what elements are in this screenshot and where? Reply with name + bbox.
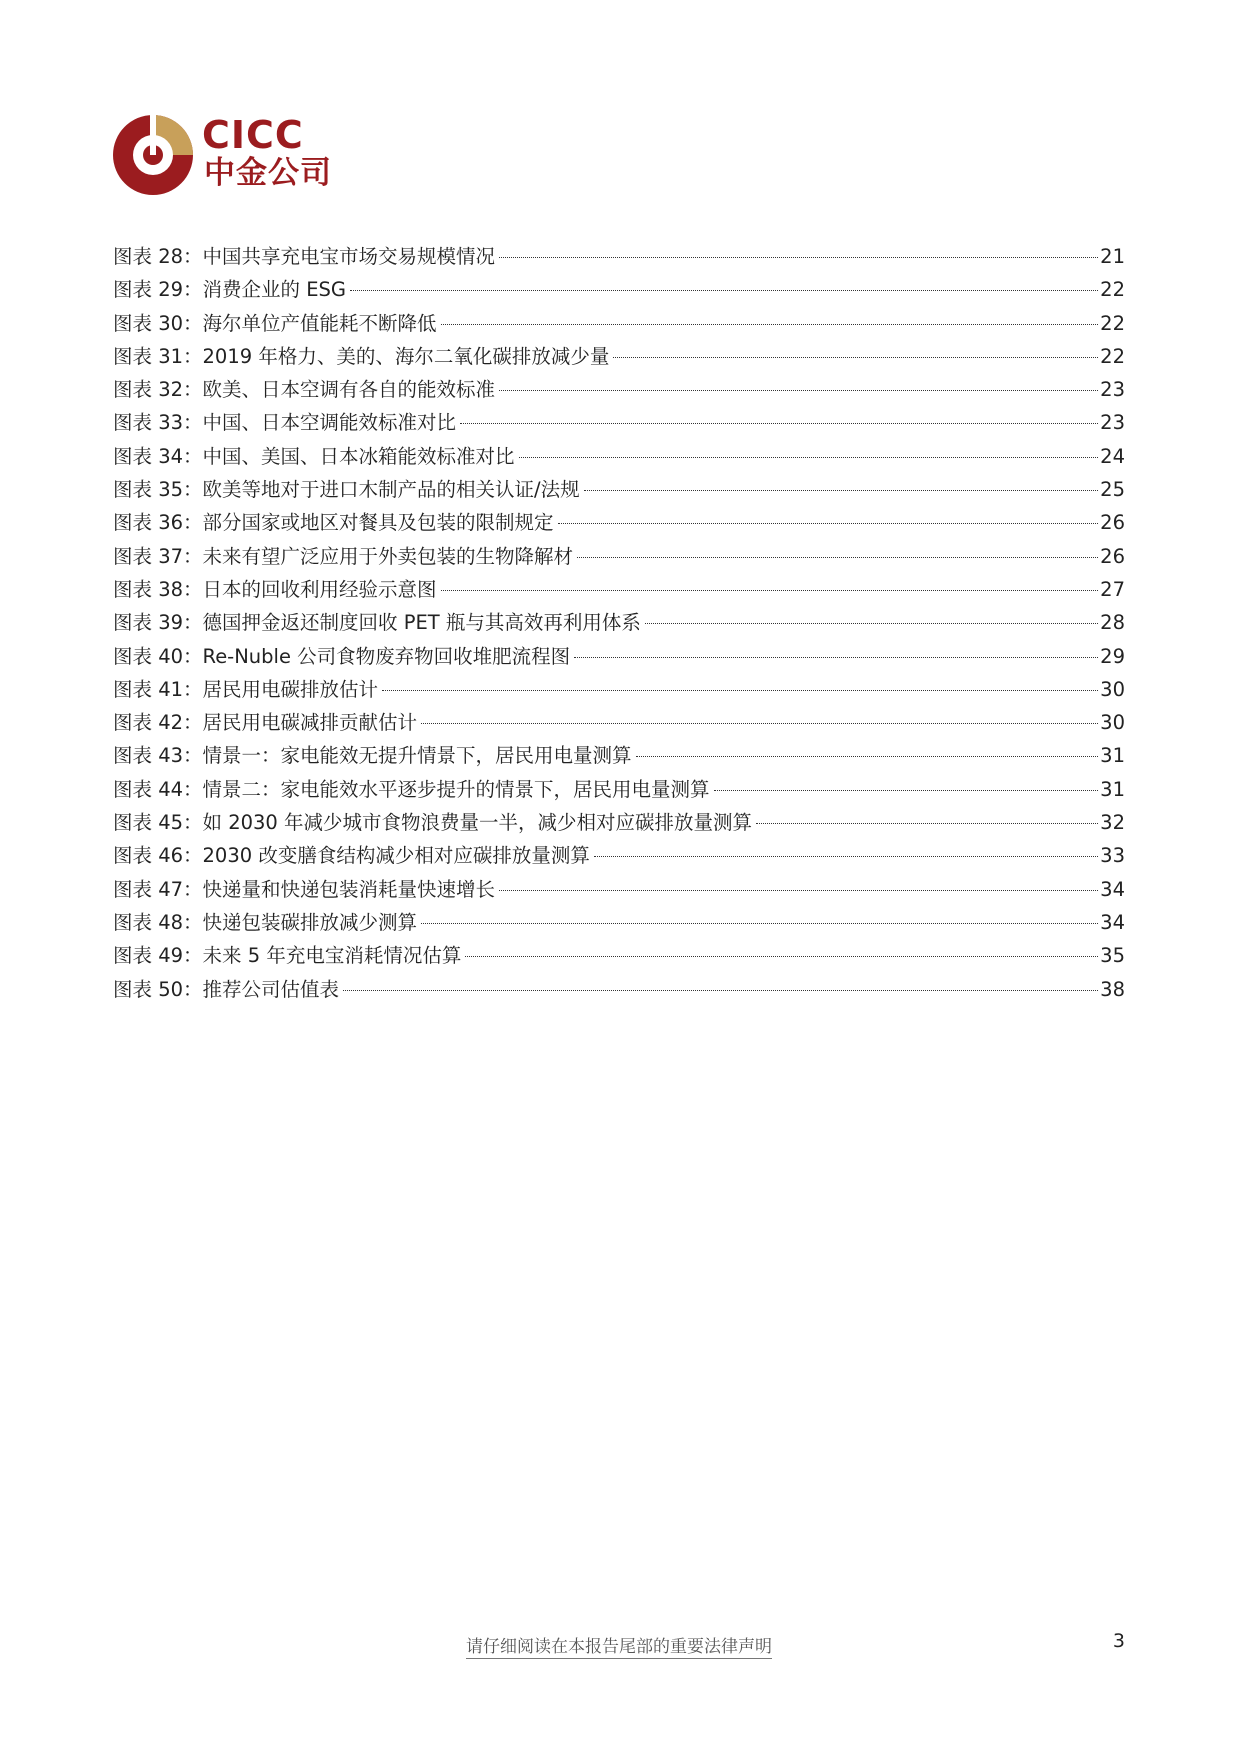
toc-dot-leader — [558, 523, 1099, 524]
toc-entry[interactable] — [113, 973, 1125, 1006]
toc-entry[interactable] — [113, 406, 1125, 439]
toc-dot-leader — [382, 690, 1098, 691]
toc-dot-leader — [519, 457, 1099, 458]
toc-entry-page: 27 — [1100, 577, 1125, 601]
toc-entry-label: 图表 32： — [113, 378, 203, 402]
toc-entry-title: 日本的回收利用经验示意图 — [202, 577, 437, 601]
toc-dot-leader — [584, 490, 1099, 491]
toc-entry[interactable] — [113, 540, 1125, 573]
toc-dot-leader — [613, 357, 1098, 358]
toc-dot-leader — [756, 823, 1098, 824]
toc-entry[interactable] — [113, 939, 1125, 972]
toc-dot-leader — [441, 324, 1099, 325]
toc-entry[interactable] — [113, 273, 1125, 306]
toc-dot-leader — [499, 890, 1098, 891]
toc-entry[interactable] — [113, 307, 1125, 340]
toc-entry-label: 图表 33： — [113, 411, 203, 435]
toc-entry-page: 34 — [1100, 910, 1125, 934]
toc-entry-page: 23 — [1100, 378, 1125, 402]
toc-entry-page: 30 — [1100, 711, 1125, 735]
toc-dot-leader — [460, 423, 1098, 424]
toc-entry-label: 图表 35： — [113, 478, 203, 502]
toc-dot-leader — [645, 623, 1098, 624]
toc-dot-leader — [499, 257, 1098, 258]
toc-entry-page: 30 — [1100, 677, 1125, 701]
cicc-logo — [110, 112, 350, 202]
toc-entry-page: 31 — [1100, 744, 1125, 768]
toc-entry-page: 23 — [1100, 411, 1125, 435]
toc-entry-label: 图表 36： — [113, 511, 203, 535]
toc-entry-title: 未来 5 年充电宝消耗情况估算 — [202, 944, 462, 968]
toc-entry-title: 消费企业的 ESG — [202, 278, 347, 302]
toc-entry-page: 26 — [1100, 511, 1125, 535]
toc-entry-title: 情景一：家电能效无提升情景下，居民用电量测算 — [202, 744, 632, 768]
cicc-logo-mark-icon — [110, 112, 196, 198]
toc-entry[interactable] — [113, 373, 1125, 406]
toc-entry-title: 欧美、日本空调有各自的能效标准 — [202, 378, 496, 402]
logo-text-en: CICC — [202, 113, 304, 157]
toc-entry-title: 2019 年格力、美的、海尔二氧化碳排放减少量 — [202, 344, 610, 368]
toc-entry-label: 图表 42： — [113, 711, 203, 735]
toc-entry[interactable] — [113, 806, 1125, 839]
toc-entry[interactable] — [113, 873, 1125, 906]
toc-entry[interactable] — [113, 573, 1125, 606]
toc-entry-title: 2030 改变膳食结构减少相对应碳排放量测算 — [202, 844, 590, 868]
toc-entry-title: 未来有望广泛应用于外卖包装的生物降解材 — [202, 544, 574, 568]
toc-entry-page: 31 — [1100, 777, 1125, 801]
toc-dot-leader — [421, 923, 1098, 924]
page-number: 3 — [1112, 1630, 1125, 1652]
toc-entry-label: 图表 43： — [113, 744, 203, 768]
toc-entry-title: 海尔单位产值能耗不断降低 — [202, 311, 437, 335]
figure-index-list — [113, 240, 1125, 1006]
toc-entry[interactable] — [113, 473, 1125, 506]
toc-entry-label: 图表 50： — [113, 977, 203, 1001]
toc-entry-title: 居民用电碳排放估计 — [202, 677, 379, 701]
toc-entry-label: 图表 37： — [113, 544, 203, 568]
toc-entry-title: 部分国家或地区对餐具及包装的限制规定 — [202, 511, 554, 535]
toc-entry-title: 快递量和快递包装消耗量快速增长 — [202, 877, 496, 901]
toc-dot-leader — [714, 790, 1099, 791]
toc-entry[interactable] — [113, 773, 1125, 806]
toc-entry-label: 图表 46： — [113, 844, 203, 868]
toc-entry-page: 22 — [1100, 278, 1125, 302]
toc-entry-page: 33 — [1100, 844, 1125, 868]
toc-entry-label: 图表 44： — [113, 777, 203, 801]
toc-dot-leader — [574, 657, 1098, 658]
toc-entry-label: 图表 47： — [113, 877, 203, 901]
toc-entry-label: 图表 39： — [113, 611, 203, 635]
toc-entry[interactable] — [113, 706, 1125, 739]
toc-dot-leader — [350, 290, 1098, 291]
toc-entry-page: 21 — [1100, 245, 1125, 268]
toc-entry-page: 38 — [1100, 977, 1125, 1001]
toc-entry-title: 中国共享充电宝市场交易规模情况 — [202, 245, 496, 268]
toc-dot-leader — [499, 390, 1098, 391]
toc-entry-title: 居民用电碳减排贡献估计 — [202, 711, 418, 735]
toc-entry-label: 图表 31： — [113, 344, 203, 368]
legal-disclaimer-text: 请仔细阅读在本报告尾部的重要法律声明 — [466, 1637, 772, 1657]
toc-entry-page: 29 — [1100, 644, 1125, 668]
toc-entry-page: 25 — [1100, 478, 1125, 502]
toc-entry[interactable] — [113, 739, 1125, 772]
toc-entry-label: 图表 29： — [113, 278, 203, 302]
toc-entry-title: 中国、日本空调能效标准对比 — [202, 411, 457, 435]
toc-entry-page: 28 — [1100, 611, 1125, 635]
toc-dot-leader — [465, 956, 1098, 957]
toc-entry-title: 德国押金返还制度回收 PET 瓶与其高效再利用体系 — [202, 611, 641, 635]
toc-entry-label: 图表 30： — [113, 311, 203, 335]
toc-entry[interactable] — [113, 839, 1125, 872]
toc-entry-title: 快递包装碳排放减少测算 — [202, 910, 418, 934]
toc-entry-page: 32 — [1100, 811, 1125, 835]
toc-dot-leader — [441, 590, 1099, 591]
toc-dot-leader — [577, 557, 1098, 558]
toc-entry[interactable] — [113, 673, 1125, 706]
toc-entry-page: 35 — [1100, 944, 1125, 968]
toc-entry-label: 图表 49： — [113, 944, 203, 968]
toc-entry[interactable] — [113, 906, 1125, 939]
toc-entry-page: 24 — [1100, 444, 1125, 468]
toc-entry-title: 如 2030 年减少城市食物浪费量一半，减少相对应碳排放量测算 — [202, 811, 753, 835]
toc-dot-leader — [594, 856, 1098, 857]
toc-entry[interactable] — [113, 506, 1125, 539]
toc-entry[interactable] — [113, 440, 1125, 473]
toc-entry[interactable] — [113, 606, 1125, 639]
toc-entry[interactable] — [113, 240, 1125, 273]
toc-entry[interactable] — [113, 340, 1125, 373]
toc-entry-page: 26 — [1100, 544, 1125, 568]
toc-entry-label: 图表 48： — [113, 910, 203, 934]
toc-entry-label: 图表 38： — [113, 577, 203, 601]
toc-entry-label: 图表 28： — [113, 245, 203, 268]
toc-entry-page: 22 — [1100, 344, 1125, 368]
legal-disclaimer — [0, 1632, 1238, 1657]
logo-text-cn: 中金公司 — [204, 155, 332, 191]
toc-entry[interactable] — [113, 640, 1125, 673]
toc-entry-label: 图表 41： — [113, 677, 203, 701]
toc-dot-leader — [421, 723, 1098, 724]
toc-entry-title: 推荐公司估值表 — [202, 977, 340, 1001]
toc-entry-title: 中国、美国、日本冰箱能效标准对比 — [202, 444, 515, 468]
toc-entry-label: 图表 40： — [113, 644, 203, 668]
toc-dot-leader — [636, 756, 1099, 757]
toc-entry-title: 欧美等地对于进口木制产品的相关认证/法规 — [202, 478, 580, 502]
toc-entry-title: Re-Nuble 公司食物废弃物回收堆肥流程图 — [202, 644, 571, 668]
toc-entry-title: 情景二：家电能效水平逐步提升的情景下，居民用电量测算 — [202, 777, 710, 801]
toc-entry-label: 图表 45： — [113, 811, 203, 835]
toc-entry-page: 22 — [1100, 311, 1125, 335]
toc-entry-label: 图表 34： — [113, 444, 203, 468]
toc-entry-page: 34 — [1100, 877, 1125, 901]
toc-dot-leader — [343, 990, 1098, 991]
